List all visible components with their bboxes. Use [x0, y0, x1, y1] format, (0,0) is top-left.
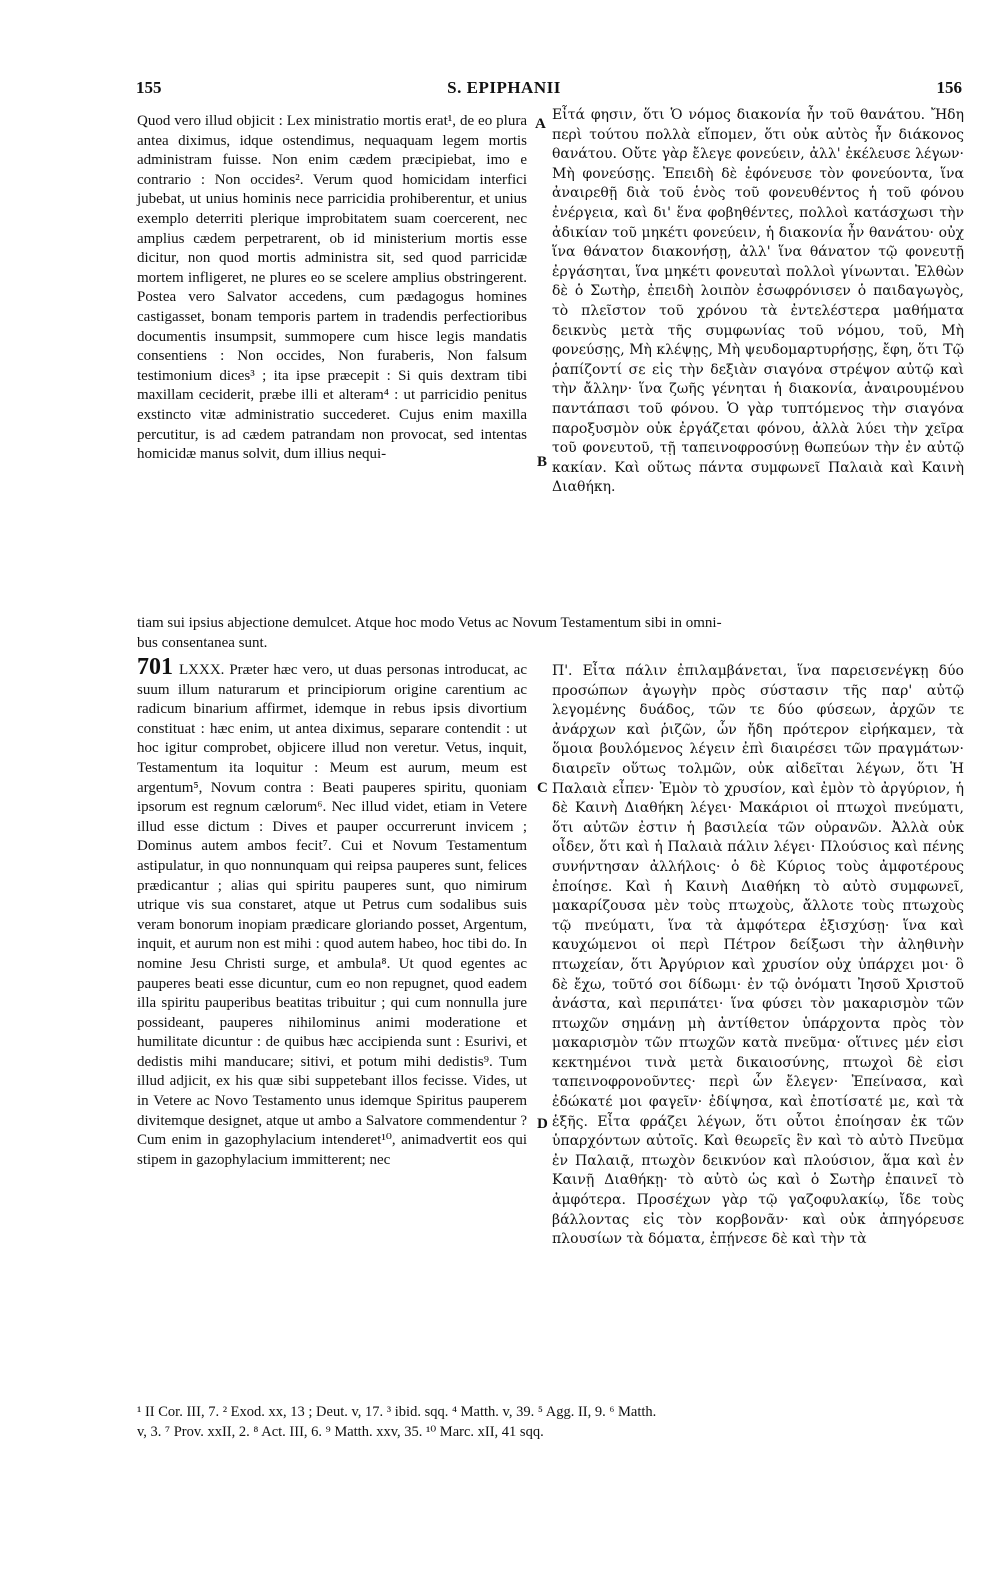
section-number: 701: [137, 654, 173, 680]
full-width-line-2: bus consentanea sunt.: [137, 635, 268, 651]
footnote-line: ¹ II Cor. III, 7. ² Exod. xx, 13 ; Deut. v, 17. ³ ibid. sqq. ⁴ Matth. v, 39. ⁵ Agg. II, 9. ⁶ Matth.: [137, 1404, 657, 1420]
latin-section-text: LXXX. Præter hæc vero, ut duas personas introducat, ac suum illum naturarum et principiorum origine carentium ac radicum binarium affirmet, idemque in rebus ipsis divortium constituat : hæc enim, ut antea diximus, separare contendit : ut hoc igitur comprobet, objicere illud non veretur. Vetus, inquit, Testamentum ita loquitur : Meum est aurum, meum est argentum⁵, Novum contra : Beati pauperes spiritu, quoniam ipsorum est regnum cælorum⁶. Nec illud videt, etiam in Vetere illud esse dictum : Dives et pauper occurrerunt invicem ; Dominus autem ambos fecit⁷. Cui et Novum Testamentum astipulatur, in quo nonnunquam qui reipsa pauperes sunt, felices prædicantur ; alias qui spiritu pauperes sunt, quo nimirum utrique vis sua constaret, atque ut Petrus cum sodalibus suis veram bonorum inopiam prædicare gloriando posset, Argentum, inquit, et aurum non est mihi : quod autem habeo, hoc tibi do. In nomine Jesu Christi surge, et ambula⁸. Ut quod egentes ac pauperes beati esse dicuntur, cum eo non repugnet, quod eadem illa spiritu pauperibus beatitas tribuitur ; qui cum nonnulla jure possideant, pauperes nihilominus animi moderatione et humilitate dicuntur : de quibus hæc accipienda sunt : Esurivi, et dedistis mihi manducare; sitivi, et potum mihi dedistis⁹. Tum illud adjicit, ex his quæ sibi suppetebant illos fecisse. Vides, ut in Vetere ac Novo Testamento unus idemque Spiritus pauperem divitemque designet, atque ut ambo a Salvatore commendentur ? Cum enim in gazophylacium intenderet¹⁰, animadvertit eos qui stipem in gazophylacium immitterent; nec: [137, 662, 527, 1168]
margin-letter-a: A: [535, 116, 546, 132]
margin-letter-b: B: [537, 454, 548, 470]
margin-letter-c: C: [537, 780, 548, 796]
greek-paragraph: Εἶτά φησιν, ὅτι Ὁ νόμος διακονία ἦν τοῦ θανάτου. Ἤδη περὶ τούτου πολλὰ εἴπομεν, ὅτι οὐκ αὐτὸς ἦν διάκονος θανάτου. Οὔτε γὰρ ἔλεγε φονεύειν, ἀλλ' ἐκέλευσε λέγων· Μὴ φονεύσῃς. Ἐπειδὴ δὲ ἐφόνευσε τὸν φονεύοντα, ἵνα ἀναιρεθῇ διὰ τοῦ ἑνὸς τοῦ φονευθέντος ἡ τοῦ φόνου ἐνέργεια, καὶ δι' ἕνα φοβηθέντες, πολλοὶ κατάσχωσι τὴν ἀδικίαν τοῦ μηκέτι φονεύειν, ἡ διακονία ἦν θανάτου· οὐχ ἵνα θάνατον διακονήσῃ, ἀλλ' ἵνα θάνατον τῷ φονευτῇ ἐργάσηται, ἵνα μηκέτι φονευταὶ πολλοὶ γίνωνται. Ἐλθὼν δὲ ὁ Σωτὴρ, ἐπειδὴ λοιπὸν ἐσωφρόνισεν ὁ παιδαγωγὸς, τὸ πλεῖστον τοῦ χρόνου τὰ ἐντελέστερα μαθήματα δεικνὺς μετὰ τῆς συμφωνίας τοῦ νόμου, τοῦ, Μὴ φονεύσῃς, Μὴ κλέψῃς, Μὴ ψευδομαρτυρήσῃς, ἔφη, ὅτι Τῷ ῥαπίζοντί σε εἰς τὴν δεξιὰν σιαγόνα στρέψον αὐτῷ καὶ τὴν ἄλλην· ἵνα ζωῆς γένηται ἡ διακονία, ἀναιρουμένου παντάπασι τοῦ φόνου. Ὁ γὰρ τυπτόμενος τὴν σιαγόνα παροξυσμὸν οὐκ ἐργάζεται φόνου, ἀλλὰ λύει τὴν χεῖρα τοῦ φονευτοῦ, τῇ ταπεινοφροσύνῃ θωπεύων τὴν ἐν αὐτῷ κακίαν. Καὶ οὕτως πάντα συμφωνεῖ Παλαιὰ καὶ Καινὴ Διαθήκη.: [552, 107, 964, 496]
margin-letter-d: D: [537, 1116, 548, 1132]
latin-paragraph-section: [137, 654, 527, 1170]
right-page-number: 156: [936, 78, 962, 97]
latin-paragraph: Quod vero illud objicit : Lex ministratio mortis erat¹, de eo plura antea diximus, idque ostendimus, nequaquam legem mortis administram fuisse. Non enim cædem præcipiebat, imo e contrario : Non occides². Verum quod homicidam interfici jubebat, ut unius hominis nece parricidia prohiberentur, et unius exemplo deterriti plerique improbitatem suam coercerent, nec amplius cædem perpetrarent, ob id ministerium mortis esse dicitur, non quod mortis administra sit, sed quod parricidæ mortem infligeret, ne plures eo se scelere amplius obstringerent. Postea vero Salvator accedens, cum pædagogus homines castigasset, bonam temporis partem in tradendis perfectioribus documentis insumpsit, summopere cum hisce legis mandatis consentiens : Non occides, Non furaberis, Non falsum testimonium dices³ ; ita ipse præcepit : Si quis dextram tibi maxillam ceciderit, præbe illi et alteram⁴ : ut parricidio penitus exstincto vitæ administratio succederet. Cujus enim maxilla percutitur, is ad cædem patrandam non provocat, sed intentas homicidæ manus solvit, dum illius nequi-: [137, 113, 527, 463]
greek-column-top: [552, 106, 964, 498]
running-title: S. EPIPHANII: [447, 78, 561, 97]
greek-column-bottom: [552, 662, 964, 1250]
full-width-line-1: tiam sui ipsius abjectione demulcet. Atque hoc modo Vetus ac Novum Testamentum sibi in omni-: [137, 615, 722, 631]
left-page-number: 155: [136, 78, 162, 97]
latin-column-bottom: [137, 654, 527, 1170]
greek-section-text: Π'. Εἶτα πάλιν ἐπιλαμβάνεται, ἵνα παρεισενέγκῃ δύο προσώπων ἀγωγὴν πρὸς σύστασιν τῆς παρ' αὐτῷ λεγομένης δυάδος, τῶν τε δύο φύσεων, ἀρχῶν τε ἀνάρχων καὶ ῥιζῶν, ὧν ἤδη πρότερον εἰρήκαμεν, τὰ ὅμοια βουλόμενος λέγειν ἐπὶ διαιρέσει τῶν πραγμάτων· διαιρεῖν οὕτως τολμῶν, οὐκ αἰδεῖται λέγων, ὅτι Ἡ Παλαιὰ εἶπεν· Ἐμὸν τὸ χρυσίον, καὶ ἐμὸν τὸ ἀργύριον, ἡ δὲ Καινὴ Διαθήκη λέγει· Μακάριοι οἱ πτωχοὶ πνεύματι, ὅτι αὐτῶν ἐστιν ἡ βασιλεία τῶν οὐρανῶν. Ἀλλὰ οὐκ οἶδεν, ὅτι καὶ ἡ Παλαιὰ πάλιν λέγει· Πλούσιος καὶ πένης συνήντησαν ἀλλήλοις· ὁ δὲ Κύριος τοὺς ἀμφοτέρους ἐποίησε. Καὶ ἡ Καινὴ Διαθήκη τὸ αὐτὸ συμφωνεῖ, μακαρίζουσα μὲν τοὺς πτωχοὺς, ἄλλοτε τοὺς πτωχοὺς τῷ πνεύματι, ἵνα τὰ ἀμφότερα ἐξισχύσῃ· ἵνα καὶ καυχώμενοι οἱ περὶ Πέτρον δείξωσι τὴν ἀληθινὴν πτωχείαν, ὅτι Ἀργύριον καὶ χρυσίον οὐχ ὑπάρχει μοι· ὃ δὲ ἔχω, τοῦτό σοι δίδωμι· ἐν τῷ ὀνόματι Ἰησοῦ Χριστοῦ ἀνάστα, καὶ περιπάτει· ἵνα φύσει τὸν μακαρισμὸν τῶν πτωχῶν σημάνῃ μὴ ἀντίθετον ὑπάρχοντα πρὸς τὸν μακαρισμὸν τῶν πτωχῶν κατὰ πνεῦμα· οἵτινες μέν εἰσι κεκτημένοι τινὰ μετὰ δικαιοσύνης, πτωχοὶ δὲ εἰσι ταπεινοφρονοῦντες· περὶ ὧν ἔλεγεν· Ἐπείνασα, καὶ ἐδώκατέ μοι φαγεῖν· ἐδίψησα, καὶ ἐποτίσατέ με, καὶ τὰ ἑξῆς. Εἶτα φράζει λέγων, ὅτι οὗτοι ἐποίησαν ἐκ τῶν ὑπαρχόντων αὐτοῖς. Καὶ θεωρεῖς ἓν καὶ τὸ αὐτὸ Πνεῦμα ἐν Παλαιᾷ, πτωχὸν δεικνύον καὶ πλούσιον, ἅμα καὶ ἐν Καινῇ Διαθήκῃ· τὸ αὐτὸ ὡς καὶ ὁ Σωτὴρ ἐπαινεῖ τὸ ἀμφότερα. Προσέχων γὰρ τῷ γαζοφυλακίῳ, ἴδε τοὺς βάλλοντας εἰς τὸν κορβονᾶν· καὶ οὐκ ἀπηγόρευσε πλουσίων τὰ δόματα, ἐπῄνεσε δὲ καὶ τὴν τὰ: [552, 663, 964, 1248]
footnotes: [137, 1402, 964, 1442]
page-header: [0, 78, 1008, 104]
footnote-line: v, 3. ⁷ Prov. xxII, 2. ⁸ Act. III, 6. ⁹ Matth. xxv, 35. ¹⁰ Marc. xII, 41 sqq.: [137, 1424, 544, 1440]
latin-column-top: [137, 112, 527, 465]
